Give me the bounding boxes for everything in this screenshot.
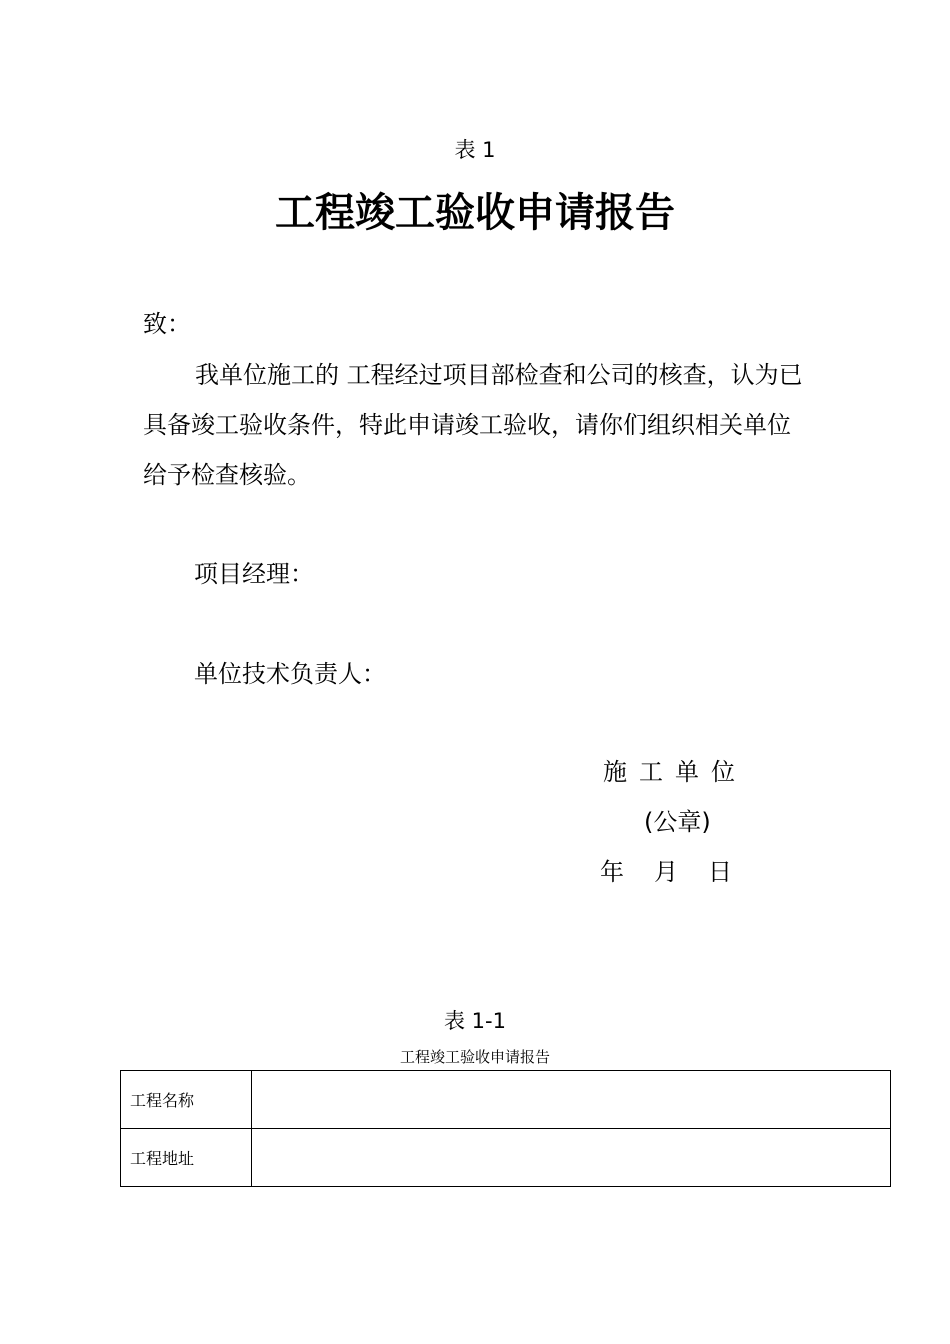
addressee-line: 致： <box>143 310 191 338</box>
tech-lead-label: 单位技术负责人： <box>194 660 386 688</box>
application-paragraph: 我单位施工的 工程经过项目部检查和公司的核查，认为已具备竣工验收条件，特此申请竣工验收，请你们组织相关单位给予检查核验。 <box>143 361 803 489</box>
year-label: 年 <box>600 858 624 886</box>
project-name-field[interactable] <box>252 1071 891 1129</box>
sub-table-number: 表 1-1 <box>444 1009 506 1033</box>
table-row <box>121 1071 891 1129</box>
day-label: 日 <box>708 858 732 886</box>
document-title: 工程竣工验收申请报告 <box>275 190 675 236</box>
project-manager-label: 项目经理： <box>194 560 314 588</box>
construction-unit-label: 施工单位 <box>603 758 747 786</box>
sub-table-title: 工程竣工验收申请报告 <box>399 1048 550 1066</box>
date-line <box>600 856 732 888</box>
project-address-label: 工程地址 <box>121 1129 252 1187</box>
month-label: 月 <box>654 858 678 886</box>
table-number: 表 1 <box>454 138 496 162</box>
project-name-label: 工程名称 <box>121 1071 252 1129</box>
official-seal-label: (公章) <box>644 808 711 836</box>
project-address-field[interactable] <box>252 1129 891 1187</box>
table-row <box>121 1129 891 1187</box>
project-info-table <box>120 1070 891 1187</box>
